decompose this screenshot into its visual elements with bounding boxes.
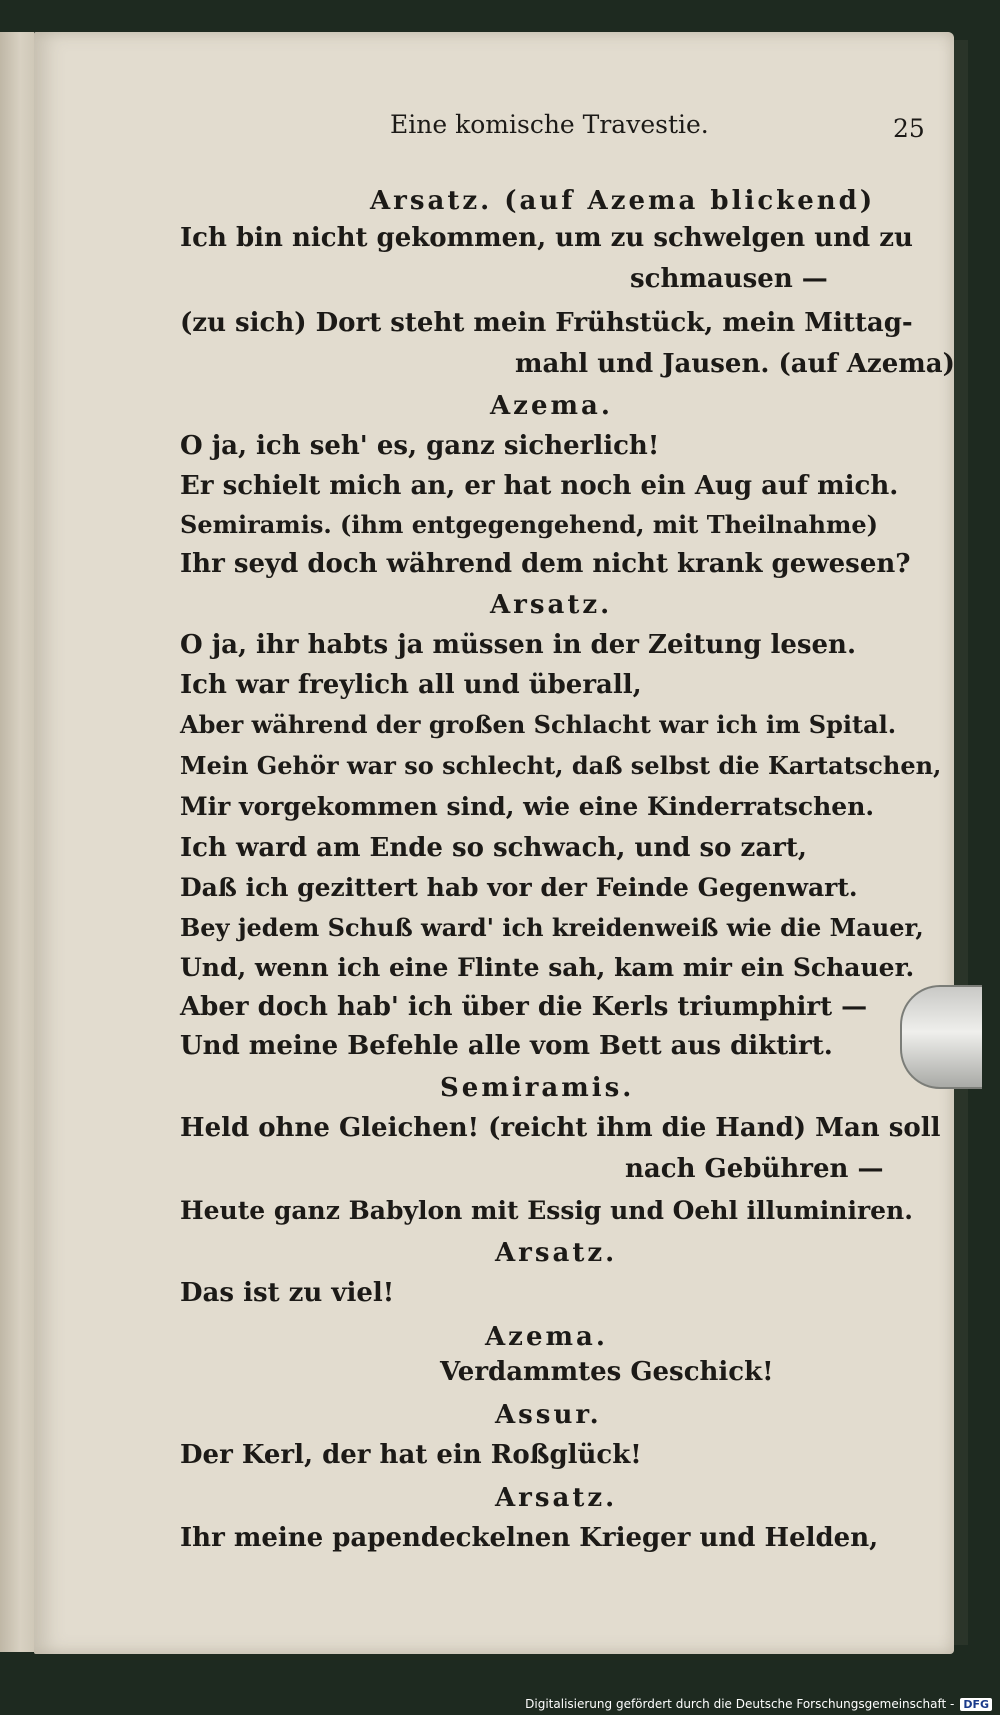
verse-line: Und, wenn ich eine Flinte sah, kam mir ein Schauer. xyxy=(180,953,915,982)
verse-line: Aber während der großen Schlacht war ich im Spital. xyxy=(180,710,897,739)
verse-line: Ich ward am Ende so schwach, und so zart, xyxy=(180,833,807,863)
speaker-heading: Semiramis. xyxy=(440,1073,635,1103)
verse-line: Er schielt mich an, er hat noch ein Aug auf mich. xyxy=(180,471,899,501)
verse-line: Und meine Befehle alle vom Bett aus diktirt. xyxy=(180,1031,833,1061)
verse-line: Held ohne Gleichen! (reicht ihm die Hand) Man soll xyxy=(180,1113,941,1143)
verse-continuation: mahl und Jausen. (auf Azema) xyxy=(515,349,955,379)
verse-line: Heute ganz Babylon mit Essig und Oehl illuminiren. xyxy=(180,1196,913,1225)
credit-text: Digitalisierung gefördert durch die Deutsche Forschungsgemeinschaft - xyxy=(525,1697,955,1711)
verse-line: Daß ich gezittert hab vor der Feinde Gegenwart. xyxy=(180,873,858,902)
verse-line: Ich war freylich all und überall, xyxy=(180,670,642,700)
verse-line: Mein Gehör war so schlecht, daß selbst die Kartatschen, xyxy=(180,751,942,780)
speaker-heading: Azema. xyxy=(490,391,613,421)
verse-line: Bey jedem Schuß ward' ich kreidenweiß wie die Mauer, xyxy=(180,913,924,942)
verse-line: Ich bin nicht gekommen, um zu schwelgen und zu xyxy=(180,223,913,253)
speaker-heading: Azema. xyxy=(485,1322,608,1352)
verse-indented: Verdammtes Geschick! xyxy=(440,1357,774,1387)
speaker-heading: Arsatz. xyxy=(495,1238,618,1268)
digitization-credit xyxy=(525,1697,992,1711)
speaker-heading: Arsatz. xyxy=(490,590,613,620)
verse-line: O ja, ich seh' es, ganz sicherlich! xyxy=(180,431,660,461)
speaker-heading: Arsatz. (auf Azema blickend) xyxy=(370,186,876,216)
speaker-heading: Assur. xyxy=(495,1400,602,1430)
page-number: 25 xyxy=(893,114,925,143)
speaker-line: Semiramis. (ihm entgegengehend, mit Theilnahme) xyxy=(180,510,879,539)
verse-line: Das ist zu viel! xyxy=(180,1278,395,1308)
verse-line: Ihr seyd doch während dem nicht krank gewesen? xyxy=(180,549,911,579)
verse-continuation: nach Gebühren — xyxy=(625,1154,884,1184)
verse-line: Mir vorgekommen sind, wie eine Kinderratschen. xyxy=(180,792,875,821)
running-title: Eine komische Travestie. xyxy=(390,110,709,139)
dfg-logo: DFG xyxy=(960,1698,992,1711)
verse-line: Aber doch hab' ich über die Kerls triumphirt — xyxy=(180,992,868,1022)
verse-line: Der Kerl, der hat ein Roßglück! xyxy=(180,1440,642,1470)
speaker-heading: Arsatz. xyxy=(495,1483,618,1513)
verse-line: O ja, ihr habts ja müssen in der Zeitung lesen. xyxy=(180,630,857,660)
verse-line: Ihr meine papendeckelnen Krieger und Helden, xyxy=(180,1523,879,1553)
verse-line: (zu sich) Dort steht mein Frühstück, mein Mittag- xyxy=(180,308,913,338)
verse-continuation: schmausen — xyxy=(630,264,828,294)
